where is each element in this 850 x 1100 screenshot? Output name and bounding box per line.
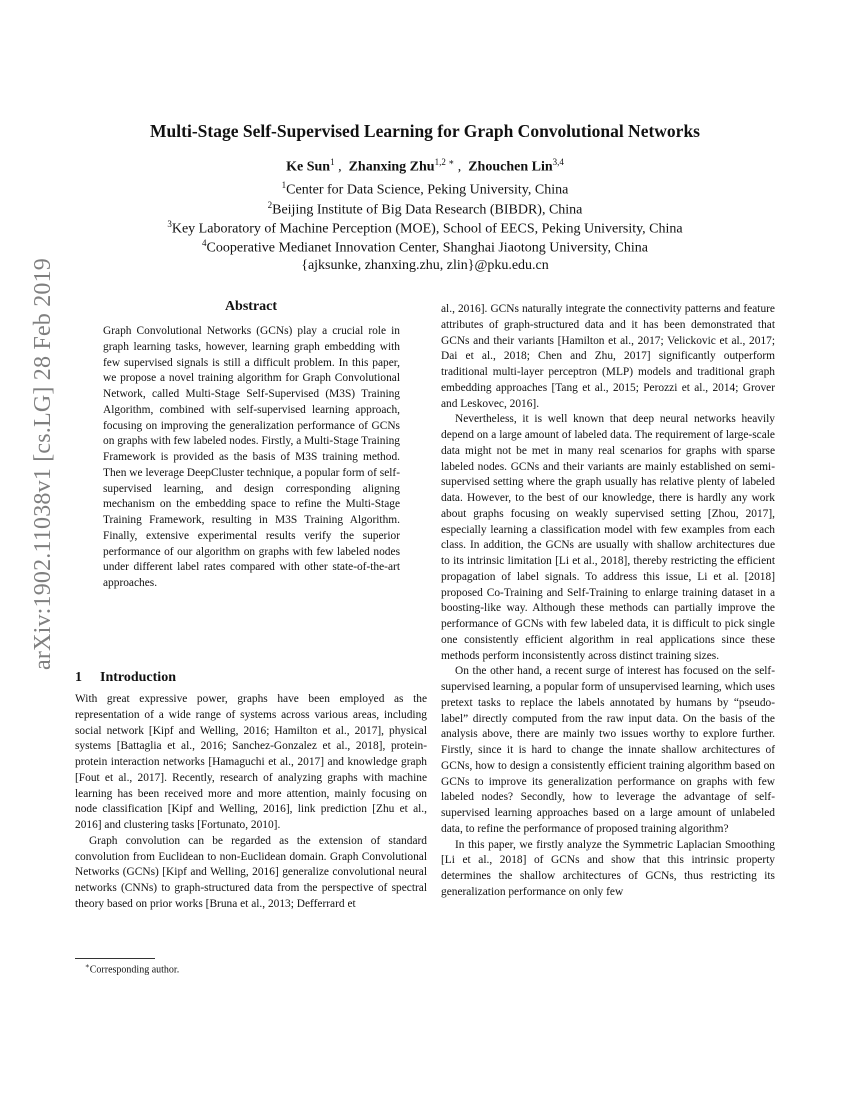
body-paragraph: Nevertheless, it is well known that deep neural networks heavily depend on a large amount of labeled data. The requirement of large-scale data might not be met in many real scenarios for graphs with sparse labeled nodes. GCNs and their variants are mainly established on semi-supervised setting where the graph usually has relative plenty of labeled data. However, to the best of our knowledge, there is hardly any work about graphs focusing on weakly supervised setting [Zhou, 2017], especially learning a classification model with few examples from each class. In addition, the GCNs are usually with shallow architectures due to its intrinsic limitation [Li et al., 2018], thereby restricting the efficient propagation of label signals. To address this issue, Li et al. [2018] proposed Co-Training and Self-Training to enlarge training dataset in a boosting-like way. Although these methods can partially improve the performance of GCNs with few labeled data, it is difficult to pick single one consistently efficient algorithm in real applications since these methods perform inconsistently across distinct training sizes.: [441, 413, 775, 662]
affiliation-text: Cooperative Medianet Innovation Center, Shanghai Jiaotong University, China: [206, 240, 648, 256]
intro-column-right: [441, 302, 775, 901]
author-emails: {ajksunke, zhanxing.zhu, zlin}@pku.edu.cn: [301, 258, 549, 273]
paper-title: Multi-Stage Self-Supervised Learning for Graph Convolutional Networks: [150, 121, 700, 141]
abstract-heading: Abstract: [224, 299, 278, 314]
author-affil-marker: 1,2 ∗: [434, 157, 455, 167]
arxiv-identifier: arXiv:1902.11038v1 [cs.LG] 28 Feb 2019: [30, 258, 56, 670]
affiliation-marker: 2: [267, 200, 273, 210]
abstract-paragraph: Graph Convolutional Networks (GCNs) play a crucial role in graph learning tasks, however, learning graph embedding with few supervised signals is still a difficult problem. In this paper, we propose a novel training algorithm for Graph Convolutional Network, called Multi-Stage Self-Supervised (M3S) Training Algorithm, combined with self-supervised learning approach, focusing on improving the generalization performance of GCNs on graphs with few labeled nodes. Firstly, a Multi-Stage Training Framework is provided as the basis of M3S training method. Then we leverage DeepCluster technique, a popular form of self-supervised learning, and design corresponding aligning mechanism on the embedding space to refine the Multi-Stage Training Framework, resulting in M3S Training Algorithm. Finally, extensive experimental results verify the superior performance of our algorithm on graphs with few labeled nodes under different label rates compared with other state-of-the-art approaches.: [103, 325, 400, 589]
affiliation-text: Center for Data Science, Peking University, China: [286, 182, 569, 198]
body-paragraph: Graph convolution can be regarded as the extension of standard convolution from Euclidean to non-Euclidean domain. Graph Convolutional Networks (GCNs) [Kipf and Welling, 2016] generalize convolutional neural networks (CNNs) to graph-structured data from the perspective of spectral theory based on prior works [Bruna et al., 2013; Defferrard et: [75, 834, 427, 910]
affiliation: [0, 200, 850, 219]
author-affil-marker: 1: [330, 157, 335, 167]
section-number: 1: [75, 670, 82, 685]
footnote-text: Corresponding author.: [89, 964, 180, 976]
footnote-divider: [75, 958, 155, 959]
body-paragraph: With great expressive power, graphs have been employed as the representation of a wide range of systems across various areas, including social network [Kipf and Welling, 2016; Hamilton et al., 2017], physical systems [Battaglia et al., 2016; Sanchez-Gonzalez et al., 2018], protein-protein interaction networks [Hamaguchi et al., 2017] and knowledge graph [Fout et al., 2017]. Recently, research of analyzing graphs with machine learning has been received more and more attention, mainly focusing on node classification [Kipf and Welling, 2016], link prediction [Zhu et al., 2016] and clustering tasks [Fortunato, 2010].: [75, 693, 427, 831]
affiliation-marker: 4: [202, 238, 207, 248]
footnote-marker: ∗: [85, 962, 90, 970]
affiliation-text: Key Laboratory of Machine Perception (MOE), School of EECS, Peking University, China: [171, 221, 683, 237]
affiliation-marker: 1: [281, 180, 287, 190]
intro-column-left: [75, 692, 427, 913]
section-title: Introduction: [100, 670, 176, 685]
author-list: Ke Sun$^1$ , Zhanxing Zhu$^{1,2 ∗}$ , Zhouchen Lin$^{3,4}$: [286, 157, 564, 175]
author-name: Zhanxing Zhu: [348, 159, 435, 175]
body-paragraph: al., 2016]. GCNs naturally integrate the connectivity patterns and feature attributes of graph-structured data and it has been demonstrated that GCNs and their variants [Hamilton et al., 2017; Velickovic et al., 2017; Dai et al., 2018; Chen and Zhu, 2017] significantly outperform traditional multi-layer perceptron (MLP) models and traditional graph embedding approaches [Tang et al., 2015; Perozzi et al., 2014; Grover and Leskovec, 2016].: [441, 303, 775, 410]
author-name: Ke Sun: [286, 159, 331, 175]
body-paragraph: In this paper, we firstly analyze the Symmetric Laplacian Smoothing [Li et al., 2018] of GCNs and show that this intrinsic property determines the shallow architectures of GCNs, thus restricting its generalization performance on only few: [441, 838, 775, 898]
footnote: [85, 962, 179, 975]
section-heading: [75, 670, 176, 686]
abstract-text: [103, 324, 400, 592]
author-affil-marker: 3,4: [552, 157, 564, 167]
affiliation-text: Beijing Institute of Big Data Research (BIBDR), China: [272, 202, 583, 218]
affiliation: [0, 238, 850, 257]
affiliation-marker: 3: [167, 219, 172, 229]
author-name: Zhouchen Lin: [468, 159, 553, 175]
affiliation: [0, 180, 850, 199]
affiliation: [0, 219, 850, 238]
body-paragraph: On the other hand, a recent surge of interest has focused on the self-supervised learning, a popular form of unsupervised learning, which uses pretext tasks to replace the labels annotated by humans by “pseudo-label” directly computed from the raw input data. On the basis of the analysis above, there are mainly two issues worthy to explore further. Firstly, since it is hard to change the innate shallow architectures of GCNs, how to design a consistently efficient training algorithm based on GCNs to improve its generalization performance on graphs with few labeled nodes? Secondly, how to leverage the advantage of self-supervised learning approaches based on a large amount of unlabeled data, to refine the performance of proposed training algorithm?: [441, 665, 775, 835]
